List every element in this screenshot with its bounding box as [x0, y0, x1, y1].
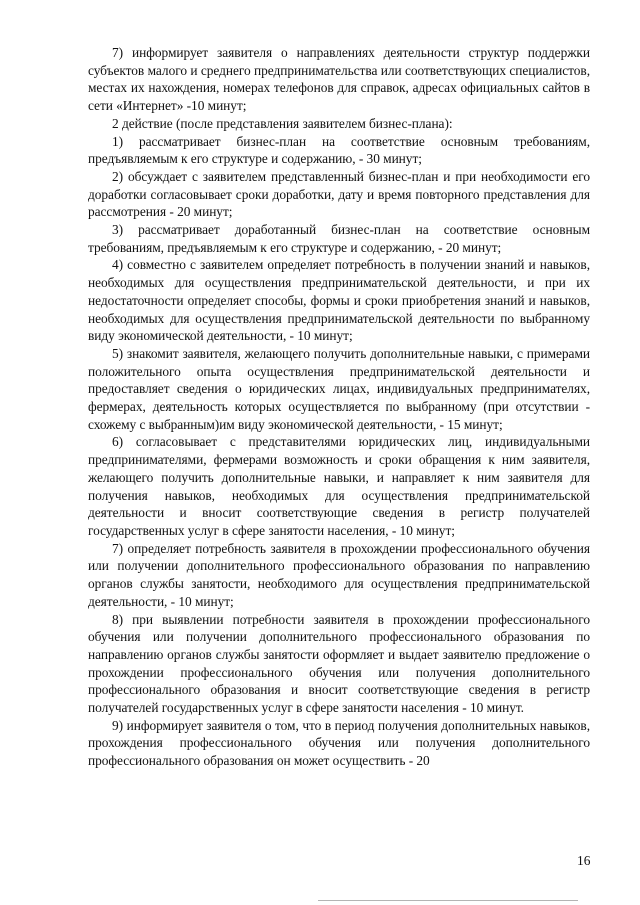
paragraph: 2 действие (после представления заявителем бизнес-плана):	[112, 115, 453, 131]
page-number: 16	[577, 853, 591, 868]
paragraph: 7) информирует заявителя о направлениях деятельности структур поддержки субъектов малого и среднего предпринимательства или соответствующих специалистов, местах их нахождения, номерах телефонов для справок, адресах официальных сайтов в сети «Интернет» -10 минут;	[88, 45, 590, 114]
paragraph: 7) определяет потребность заявителя в прохождении профессионального обучения или получении дополнительного профессионального образования по направлению органов службы занятости, необходимого для осуществления предпринимательской деятельности, - 10 минут;	[88, 540, 590, 609]
paragraph: 8) при выявлении потребности заявителя в прохождении профессионального обучения или получении дополнительного профессионального образования по направлению органов службы занятости оформляет и выдает заявителю предложение о прохождении профессионального обучения или получения дополнительного профессионального образования и вносит соответствующие сведения в регистр получателей государственных услуг в сфере занятости населения - 10 минут.	[88, 611, 590, 716]
paragraph: 9) информирует заявителя о том, что в период получения дополнительных навыков, прохождения профессионального обучения или получения дополнительного профессионального образования он может осуществить - 20	[88, 717, 590, 769]
scan-edge-line	[318, 900, 578, 901]
paragraph: 6) согласовывает с представителями юридических лиц, индивидуальными предпринимателями, фермерами возможность и сроки обращения к ним заявителя, желающего получить дополнительные навыки, и направляет к ним заявителя для получения навыков, необходимых для осуществления предпринимательской деятельности и вносит соответствующие сведения в регистр получателей государственных услуг в сфере занятости населения, - 10 минут;	[88, 434, 590, 538]
paragraph: 5) знакомит заявителя, желающего получить дополнительные навыки, с примерами положительного опыта осуществления предпринимательской деятельности и предоставляет сведения о юридических лицах, индивидуальных предпринимателях, фермерах, деятельность которых осуществляется по выбранному (при отсутствии - схожему с выбранным)им виду экономической деятельности, - 15 минут;	[88, 345, 590, 432]
document-page	[88, 44, 590, 770]
paragraph: 3) рассматривает доработанный бизнес-план на соответствие основным требованиям, предъявляемым к его структуре и содержанию, - 20 минут;	[88, 222, 590, 255]
paragraph: 1) рассматривает бизнес-план на соответствие основным требованиям, предъявляемым к его структуре и содержанию, - 30 минут;	[88, 133, 590, 167]
paragraph: 4) совместно с заявителем определяет потребность в получении знаний и навыков, необходимых для осуществления предпринимательской деятельности, и при их недостаточности определяет способы, формы и сроки приобретения знаний и навыков, необходимых для осуществления предпринимательской деятельности по выбранному виду экономической деятельности, - 10 минут;	[88, 257, 590, 344]
paragraph: 2) обсуждает с заявителем представленный бизнес-план и при необходимости его доработки согласовывает сроки доработки, дату и время повторного представления для рассмотрения - 20 минут;	[88, 168, 590, 220]
